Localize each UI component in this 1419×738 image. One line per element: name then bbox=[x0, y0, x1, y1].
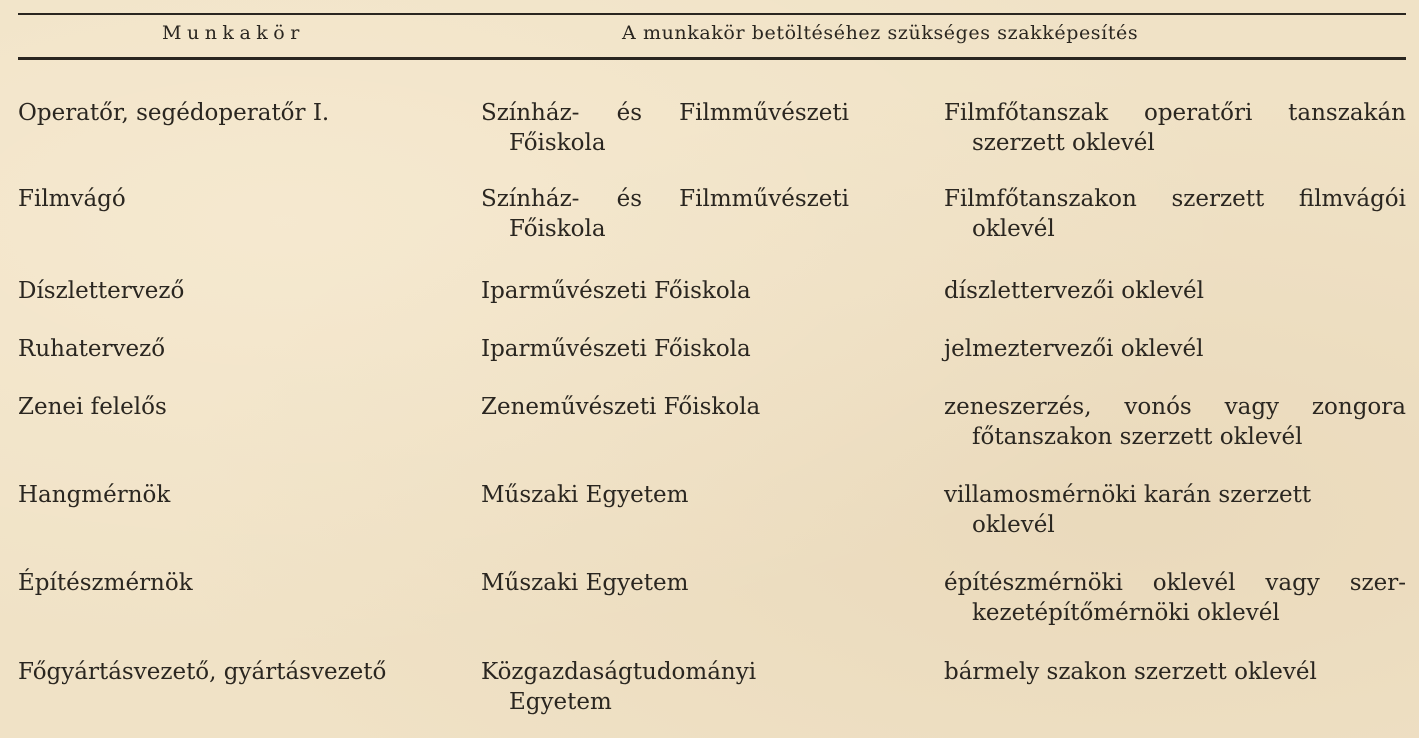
school-line: Iparművészeti Főiskola bbox=[481, 278, 751, 304]
school-cell bbox=[481, 98, 849, 158]
header-position: Munkakör bbox=[162, 22, 305, 44]
school-line: Iparművészeti Főiskola bbox=[481, 336, 751, 362]
position-cell bbox=[18, 392, 458, 422]
qualification-cell bbox=[944, 276, 1406, 306]
school-line: Főiskola bbox=[509, 216, 606, 242]
position-cell bbox=[18, 334, 458, 364]
qualification-line: kezetépítőmérnöki oklevél bbox=[972, 600, 1280, 626]
qualification-line: Filmfőtanszakon szerzett filmvágói bbox=[944, 186, 1406, 212]
qualification-cell bbox=[944, 568, 1406, 628]
qualification-line: szerzett oklevél bbox=[972, 130, 1155, 156]
school-line: Műszaki Egyetem bbox=[481, 482, 689, 508]
position-text: Hangmérnök bbox=[18, 482, 171, 508]
school-cell bbox=[481, 184, 849, 244]
position-text: Zenei felelős bbox=[18, 394, 167, 420]
header-rule bbox=[18, 57, 1406, 60]
position-text: Operatőr, segédoperatőr I. bbox=[18, 100, 330, 126]
school-line: Műszaki Egyetem bbox=[481, 570, 689, 596]
qualification-cell bbox=[944, 98, 1406, 158]
position-text: Ruhatervező bbox=[18, 336, 166, 362]
school-line: Közgazdaságtudományi bbox=[481, 659, 757, 685]
position-cell bbox=[18, 568, 458, 598]
qualification-line: villamosmérnöki karán szerzett bbox=[944, 482, 1312, 508]
position-cell bbox=[18, 98, 458, 128]
qualification-line: zeneszerzés, vonós vagy zongora bbox=[944, 394, 1406, 420]
qualification-cell bbox=[944, 480, 1406, 540]
position-text: Díszlettervező bbox=[18, 278, 185, 304]
school-line: Színház- és Filmművészeti bbox=[481, 100, 849, 126]
position-cell bbox=[18, 184, 458, 214]
position-cell bbox=[18, 276, 458, 306]
qualification-cell bbox=[944, 657, 1406, 687]
qualification-cell bbox=[944, 392, 1406, 452]
school-cell bbox=[481, 276, 849, 306]
school-cell bbox=[481, 568, 849, 598]
school-cell bbox=[481, 480, 849, 510]
position-text: Főgyártásvezető, gyártásvezető bbox=[18, 659, 387, 685]
qualification-line: jelmeztervezői oklevél bbox=[944, 336, 1204, 362]
qualification-line: bármely szakon szerzett oklevél bbox=[944, 659, 1317, 685]
school-line: Zeneművészeti Főiskola bbox=[481, 394, 761, 420]
school-line: Színház- és Filmművészeti bbox=[481, 186, 849, 212]
position-text: Építészmérnök bbox=[18, 570, 193, 596]
header-qualification: A munkakör betöltéséhez szükséges szakképesítés bbox=[622, 22, 1139, 44]
qualification-line: oklevél bbox=[972, 216, 1055, 242]
position-text: Filmvágó bbox=[18, 186, 126, 212]
school-cell bbox=[481, 392, 849, 422]
qualification-line: díszlettervezői oklevél bbox=[944, 278, 1205, 304]
position-cell bbox=[18, 480, 458, 510]
school-cell bbox=[481, 657, 849, 717]
qualification-line: főtanszakon szerzett oklevél bbox=[972, 424, 1303, 450]
school-cell bbox=[481, 334, 849, 364]
position-cell bbox=[18, 657, 458, 687]
school-line: Egyetem bbox=[509, 689, 612, 715]
qualification-line: építészmérnöki oklevél vagy szer- bbox=[944, 570, 1406, 596]
qualification-line: oklevél bbox=[972, 512, 1055, 538]
qualification-cell bbox=[944, 334, 1406, 364]
top-rule bbox=[18, 13, 1406, 15]
qualification-line: Filmfőtanszak operatőri tanszakán bbox=[944, 100, 1406, 126]
qualification-cell bbox=[944, 184, 1406, 244]
school-line: Főiskola bbox=[509, 130, 606, 156]
